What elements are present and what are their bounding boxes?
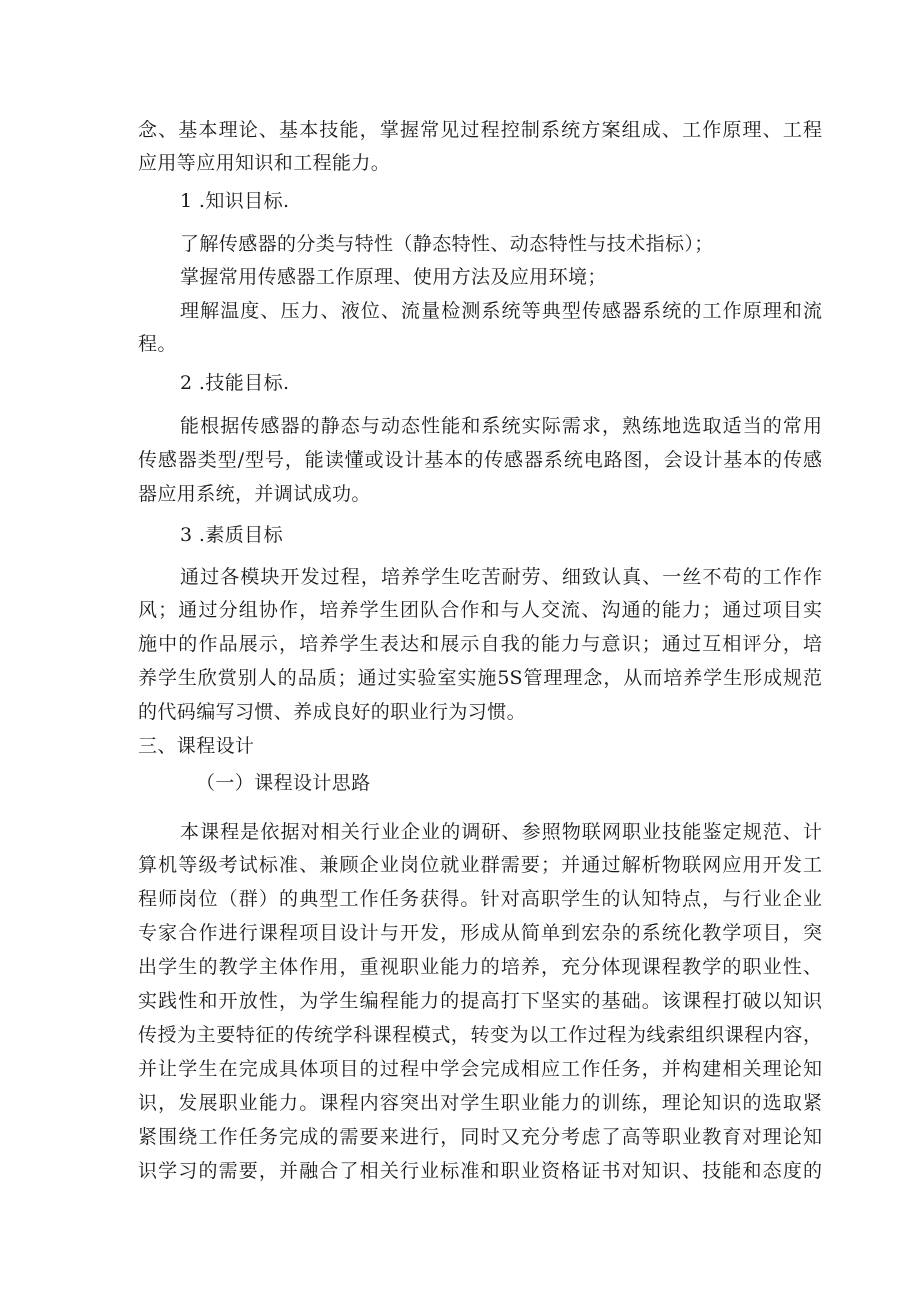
paragraph-line: 并让学生在完成具体项目的过程中学会完成相应工作任务，并构建相关理论知	[138, 1058, 822, 1080]
section-heading-idea: （一）课程设计思路	[196, 772, 371, 794]
paragraph-line: 能根据传感器的静态与动态性能和系统实际需求，熟练地选取适当的常用	[180, 415, 822, 437]
paragraph-line: 识，发展职业能力。课程内容突出对学生职业能力的训练，理论知识的选取紧	[138, 1092, 822, 1114]
section-heading-knowledge: 1 .知识目标.	[180, 190, 290, 212]
paragraph-line: 专家合作进行课程项目设计与开发，形成从简单到宏杂的系统化教学项目，突	[138, 922, 822, 944]
paragraph-line: 器应用系统，并调试成功。	[138, 483, 371, 505]
paragraph-line: 识学习的需要，并融合了相关行业标准和职业资格证书对知识、技能和态度的	[138, 1160, 822, 1182]
section-heading-skill: 2 .技能目标.	[180, 372, 290, 394]
paragraph-line: 紧围绕工作任务完成的需要来进行，同时又充分考虑了高等职业教育对理论知	[138, 1126, 822, 1148]
chapter-heading: 三、课程设计	[138, 735, 255, 757]
paragraph-line: 理解温度、压力、液位、流量检测系统等典型传感器系统的工作原理和流	[180, 300, 822, 322]
paragraph-line: 的代码编写习惯、养成良好的职业行为习惯。	[138, 701, 527, 723]
paragraph-line: 掌握常用传感器工作原理、使用方法及应用环境；	[180, 266, 607, 288]
paragraph-line: 应用等应用知识和工程能力。	[138, 152, 391, 174]
paragraph-line: 风；通过分组协作，培养学生团队合作和与人交流、沟通的能力；通过项目实	[138, 599, 822, 621]
paragraph-line: 出学生的教学主体作用，重视职业能力的培养，充分体现课程教学的职业性、	[138, 956, 822, 978]
paragraph-line: 了解传感器的分类与特性（静态特性、动态特性与技术指标）；	[180, 233, 714, 255]
paragraph-line: 本课程是依据对相关行业企业的调研、参照物联网职业技能鉴定规范、计	[180, 821, 822, 843]
paragraph-line: 通过各模块开发过程，培养学生吃苦耐劳、细致认真、一丝不苟的工作作	[180, 566, 822, 588]
paragraph-line: 程师岗位（群）的典型工作任务获得。针对高职学生的认知特点，与行业企业	[138, 888, 822, 910]
paragraph-line: 养学生欣赏别人的品质；通过实验室实施5S管理理念，从而培养学生形成规范	[138, 667, 822, 689]
paragraph-line: 传授为主要特征的传统学科课程模式，转变为以工作过程为线索组织课程内容，	[138, 1024, 822, 1046]
paragraph-line: 算机等级考试标准、兼顾企业岗位就业群需要；并通过解析物联网应用开发工	[138, 854, 822, 876]
paragraph-line: 施中的作品展示，培养学生表达和展示自我的能力与意识；通过互相评分，培	[138, 633, 822, 655]
section-heading-quality: 3 .素质目标	[180, 524, 283, 546]
paragraph-line: 实践性和开放性，为学生编程能力的提高打下坚实的基础。该课程打破以知识	[138, 990, 822, 1012]
paragraph-line: 传感器类型/型号，能读懂或设计基本的传感器系统电路图，会设计基本的传感	[138, 449, 822, 471]
paragraph-line: 程。	[138, 333, 177, 355]
paragraph-line: 念、基本理论、基本技能，掌握常见过程控制系统方案组成、工作原理、工程	[138, 119, 822, 141]
